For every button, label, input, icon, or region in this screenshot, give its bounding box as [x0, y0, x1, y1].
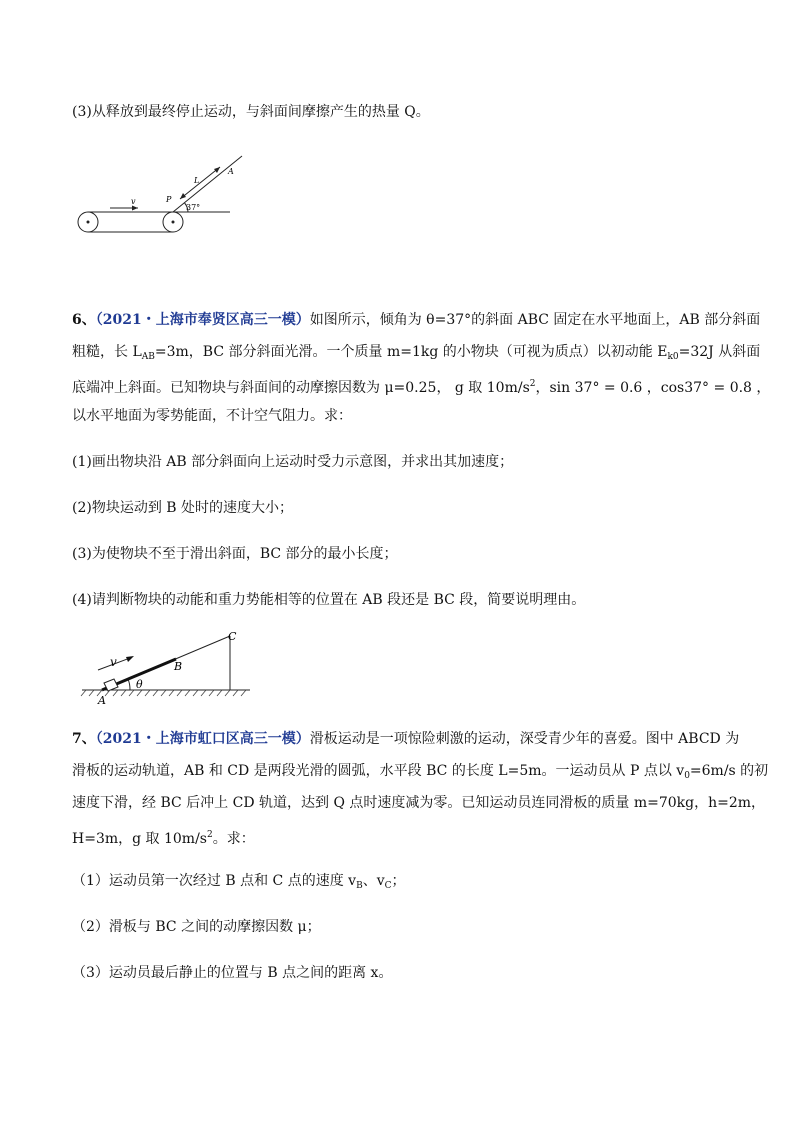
q7-line3: 速度下滑，经 BC 后冲上 CD 轨道，达到 Q 点时速度减为零。已知运动员连同滑板的质量 m=70kg，h=2m，: [72, 795, 766, 811]
q6-part4: (4)请判断物块的动能和重力势能相等的位置在 AB 段还是 BC 段，简要说明理由。: [72, 592, 586, 608]
fig2-label-v: v: [110, 655, 117, 669]
q7-part3: （3）运动员最后静止的位置与 B 点之间的距离 x。: [72, 965, 393, 981]
fig2-label-b: B: [174, 660, 183, 673]
length-arrow: [180, 167, 220, 199]
incline-line: [173, 156, 242, 212]
q6-line3: 底端冲上斜面。已知物块与斜面间的动摩擦因数为 μ=0.25， g 取 $10m/s^2$，sin 37° = 0.6 ，cos37° = 0.8 ，: [72, 379, 771, 396]
q7-part2: （2）滑板与 BC 之间的动摩擦因数 μ；: [72, 919, 321, 935]
q7-line2: 滑板的运动轨道，AB 和 CD 是两段光滑的圆弧，水平段 BC 的长度 L=5m。一运动员从 P 点以 $v_0=6m/s$ 的初: [72, 763, 769, 781]
q7-number: 7、: [72, 731, 96, 747]
q6-line1: 6、（2021・上海市奉贤区高三一模）如图所示，倾角为 θ=37°的斜面 ABC 固定在水平地面上，AB 部分斜面: [72, 312, 761, 328]
fig1-label-l: L: [194, 176, 200, 185]
q6-source: （2021・上海市奉贤区高三一模）: [95, 312, 310, 328]
q7-part1: （1）运动员第一次经过 B 点和 C 点的速度 $v_B$、$v_C$；: [72, 873, 406, 891]
figure-conveyor-incline: [70, 150, 250, 240]
q7-line4: H=3m，g 取 $10m/s^2$。求：: [72, 830, 255, 847]
q6-part3: (3)为使物块不至于滑出斜面，BC 部分的最小长度；: [72, 546, 398, 562]
q7-line1: 7、（2021・上海市虹口区高三一模）滑板运动是一项惊险刺激的运动，深受青少年的喜爱。图中 ABCD 为: [72, 731, 740, 747]
fig1-label-v: v: [131, 197, 136, 206]
q5-part3-text: (3)从释放到最终停止运动，与斜面间摩擦产生的热量 Q。: [72, 104, 430, 120]
fig1-label-a: A: [228, 167, 234, 176]
q6-part1: (1)画出物块沿 AB 部分斜面向上运动时受力示意图，并求出其加速度；: [72, 454, 514, 470]
fig2-label-a: A: [98, 694, 106, 707]
q7-source: （2021・上海市虹口区高三一模）: [95, 731, 310, 747]
q6-number: 6、: [72, 312, 96, 328]
fig2-label-theta: θ: [136, 678, 143, 691]
fig1-angle-label: 37°: [186, 203, 201, 212]
q6-line4: 以水平地面为零势能面，不计空气阻力。求：: [72, 408, 352, 424]
q6-part2: (2)物块运动到 B 处时的速度大小；: [72, 500, 294, 516]
figure-incline-abc: [78, 626, 258, 708]
fig1-label-p: P: [166, 195, 172, 204]
fig2-label-c: C: [228, 630, 237, 643]
q6-line2: 粗糙，长 $L_{AB}=3m$，BC 部分斜面光滑。一个质量 m=1kg 的小物块（可视为质点）以初动能 $E_{k0}=32J$ 从斜面: [72, 344, 761, 362]
